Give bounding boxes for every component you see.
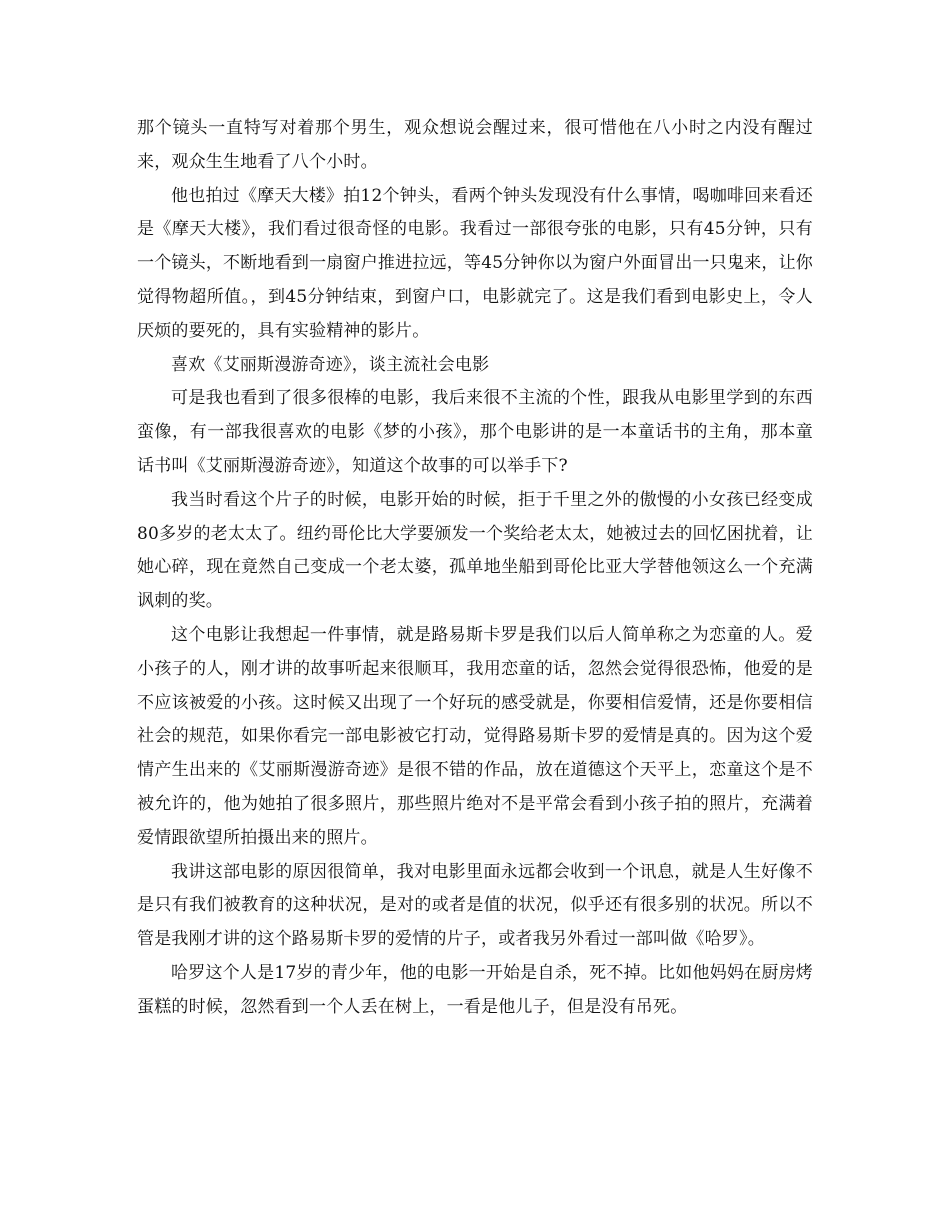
paragraph: 哈罗这个人是17岁的青少年，他的电影一开始是自杀，死不掉。比如他妈妈在厨房烤蛋糕的时候，忽然看到一个人丢在树上，一看是他儿子，但是没有吊死。 (137, 962, 813, 1017)
document-page (137, 112, 813, 1025)
paragraph: 他也拍过《摩天大楼》拍12个钟头，看两个钟头发现没有什么事情，喝咖啡回来看还是《摩天大楼》，我们看过很奇怪的电影。我看过一部很夸张的电影，只有45分钟，只有一个镜头，不断地看到一扇窗户推进拉远，等45分钟你以为窗户外面冒出一只鬼来，让你觉得物超所值。，到45分钟结束，到窗户口，电影就完了。这是我们看到电影史上，令人厌烦的要死的，具有实验精神的影片。 (137, 185, 813, 341)
paragraph: 我当时看这个片子的时候，电影开始的时候，拒于千里之外的傲慢的小女孩已经变成80多岁的老太太了。纽约哥伦比大学要颁发一个奖给老太太，她被过去的回忆困扰着，让她心碎，现在竟然自己变成一个老太婆，孤单地坐船到哥伦比亚大学替他领这么一个充满讽刺的奖。 (137, 489, 813, 612)
paragraph: 这个电影让我想起一件事情，就是路易斯卡罗是我们以后人简单称之为恋童的人。爱小孩子的人，刚才讲的故事听起来很顺耳，我用恋童的话，忽然会觉得很恐怖，他爱的是不应该被爱的小孩。这时候又出现了一个好玩的感受就是，你要相信爱情，还是你要相信社会的规范，如果你看完一部电影被它打动，觉得路易斯卡罗的爱情是真的。因为这个爱情产生出来的《艾丽斯漫游奇迹》是很不错的作品，放在道德这个天平上，恋童这个是不被允许的，他为她拍了很多照片，那些照片绝对不是平常会看到小孩子拍的照片，充满着爱情跟欲望所拍摄出来的照片。 (137, 624, 813, 848)
section-heading: 喜欢《艾丽斯漫游奇迹》，谈主流社会电影 (171, 354, 490, 375)
paragraph: 我讲这部电影的原因很简单，我对电影里面永远都会收到一个讯息，就是人生好像不是只有我们被教育的这种状况，是对的或者是值的状况，似乎还有很多别的状况。所以不管是我刚才讲的这个路易斯卡罗的爱情的片子，或者我另外看过一部叫做《哈罗》。 (137, 861, 813, 950)
paragraph: 那个镜头一直特写对着那个男生，观众想说会醒过来，很可惜他在八小时之内没有醒过来，观众生生地看了八个小时。 (137, 118, 813, 172)
paragraph: 可是我也看到了很多很棒的电影，我后来很不主流的个性，跟我从电影里学到的东西蛮像，有一部我很喜欢的电影《梦的小孩》，那个电影讲的是一本童话书的主角，那本童话书叫《艾丽斯漫游奇迹》，知道这个故事的可以举手下? (137, 388, 813, 476)
